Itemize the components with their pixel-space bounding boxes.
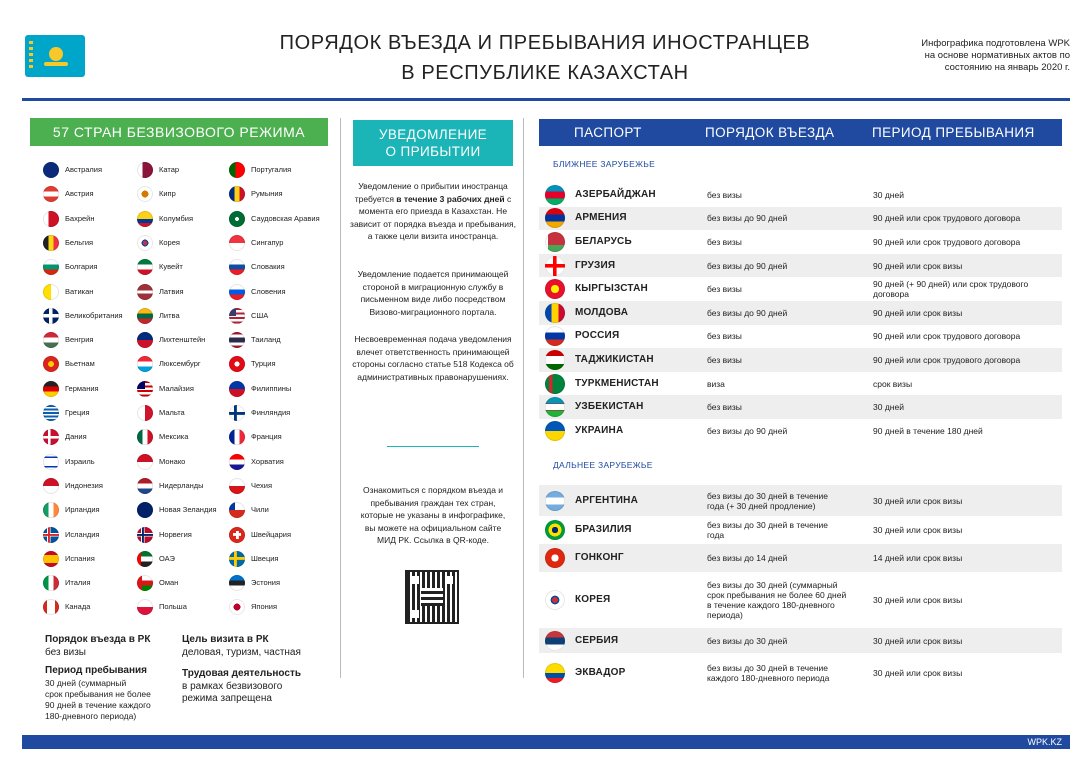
stay-period: 30 дней или срок визы [873, 595, 963, 605]
flag-icon [137, 308, 153, 324]
country-name: БРАЗИЛИЯ [575, 524, 632, 535]
country-item [229, 598, 277, 616]
stay-period: 90 дней или срок визы [873, 307, 963, 318]
qr-code[interactable] [407, 572, 457, 622]
country-item [137, 380, 194, 398]
country-name: Саудовская Аравия [251, 213, 320, 223]
flag-icon [229, 502, 245, 518]
country-item [43, 258, 97, 276]
stay-value [45, 678, 151, 722]
flag-icon [545, 185, 565, 205]
country-name: Испания [65, 553, 95, 563]
entry-rule: без визы [707, 402, 742, 413]
flag-icon [43, 211, 59, 227]
flag-icon [137, 502, 153, 518]
flag-icon [43, 308, 59, 324]
country-item [137, 234, 180, 252]
table-row [539, 653, 1062, 693]
flag-icon [137, 551, 153, 567]
country-name: Словакия [251, 262, 285, 272]
flag-icon [545, 256, 565, 276]
country-name: Нидерланды [159, 480, 204, 490]
flag-icon [43, 575, 59, 591]
country-name: США [251, 310, 269, 320]
country-name: Лихтенштейн [159, 335, 206, 345]
entry-label: Порядок въезда в РК [45, 634, 151, 645]
flag-icon [545, 548, 565, 568]
header-divider [22, 98, 1070, 101]
table-header [539, 119, 1062, 146]
flag-icon [43, 235, 59, 251]
country-name: Мальта [159, 408, 185, 417]
country-item [229, 453, 284, 471]
flag-icon [229, 527, 245, 543]
entry-rule: виза [707, 378, 725, 389]
table-row [539, 348, 1062, 372]
country-item [229, 404, 290, 422]
entry-rule: без визы до 30 дней (суммарный срок пребывания не более 60 дней в течение каждого 180-дневного периода) [707, 580, 847, 620]
flag-icon [229, 478, 245, 494]
country-name: Кипр [159, 189, 176, 199]
country-item [229, 574, 280, 592]
country-name: ЭКВАДОР [575, 667, 626, 678]
credit-line: на основе нормативных актов по [924, 50, 1070, 61]
country-item [43, 283, 93, 301]
flag-icon [43, 332, 59, 348]
country-name: Бахрейн [65, 213, 95, 223]
flag-icon [545, 491, 565, 511]
country-item [43, 355, 95, 373]
stay-value-line: 30 дней (суммарный [45, 678, 127, 688]
flag-icon [545, 421, 565, 441]
notice-paragraph-2: Уведомление подается принимающей стороной в миграционную службу в письменном виде либо посредством Визово-миграционного портала. [357, 269, 509, 317]
flag-icon [43, 284, 59, 300]
table-row [539, 516, 1062, 544]
flag-icon [229, 162, 245, 178]
country-name: ГРУЗИЯ [575, 259, 616, 271]
country-item [137, 258, 183, 276]
flag-icon [545, 663, 565, 683]
country-name: Хорватия [251, 456, 284, 466]
col-stay: ПЕРИОД ПРЕБЫВАНИЯ [872, 125, 1035, 140]
country-name: Колумбия [159, 213, 194, 223]
title-line-2: В РЕСПУБЛИКЕ КАЗАХСТАН [401, 62, 689, 84]
country-name: УКРАИНА [575, 424, 624, 436]
table-row [539, 254, 1062, 278]
country-item [137, 161, 179, 179]
flag-icon [43, 502, 59, 518]
country-name: АЗЕРБАЙДЖАН [575, 188, 656, 200]
entry-rule: без визы до 30 дней [707, 635, 788, 646]
notice-paragraph-1: Уведомление о прибытии иностранца требуется в течение 3 рабочих дней с момента его приезда в Казахстан. Не зависит от порядка въезда и пребывания, а также цели визита иностранца. [350, 181, 516, 241]
country-name: Словения [251, 286, 286, 296]
country-name: Венгрия [65, 335, 94, 345]
country-item [137, 355, 201, 373]
country-name: МОЛДОВА [575, 306, 629, 318]
entry-rule: без визы до 90 дней [707, 260, 788, 271]
flag-icon [137, 381, 153, 397]
work-value-line: в рамках безвизового [182, 681, 283, 692]
country-item [137, 185, 176, 203]
country-name: Бельгия [65, 237, 94, 247]
entry-rule: без визы [707, 354, 742, 365]
stay-period: 90 дней в течение 180 дней [873, 425, 983, 436]
country-item [229, 185, 283, 203]
country-name: Индонезия [65, 480, 103, 490]
country-item [229, 161, 291, 179]
country-item [137, 283, 184, 301]
country-name: Австралия [65, 165, 103, 174]
table-row [539, 544, 1062, 572]
country-name: СЕРБИЯ [575, 634, 619, 646]
country-name: Греция [65, 408, 90, 417]
title-line-1: ПОРЯДОК ВЪЕЗДА И ПРЕБЫВАНИЯ ИНОСТРАНЦЕВ [279, 32, 811, 54]
flag-icon [43, 478, 59, 494]
stay-period: 30 дней [873, 189, 904, 200]
country-item [229, 526, 291, 544]
country-item [43, 404, 90, 422]
purpose-label: Цель визита в РК [182, 634, 269, 645]
country-name: КОРЕЯ [575, 594, 611, 605]
flag-icon [43, 259, 59, 275]
country-item [43, 234, 93, 252]
flag-icon [137, 405, 153, 421]
flag-icon [137, 478, 153, 494]
country-item [229, 307, 268, 325]
far-abroad-label: ДАЛЬНЕЕ ЗАРУБЕЖЬЕ [553, 460, 653, 470]
entry-rule: без визы до 90 дней [707, 213, 788, 224]
footer-site-link[interactable]: WPK.KZ [1027, 737, 1062, 747]
country-item [43, 380, 99, 398]
country-name: Финляндия [251, 408, 291, 417]
country-item [229, 210, 320, 228]
table-row [539, 207, 1062, 231]
country-name: Кувейт [159, 262, 183, 272]
notice-heading-line: О ПРИБЫТИИ [385, 144, 481, 159]
country-name: КЫРГЫЗСТАН [575, 283, 648, 295]
stay-value-line: 90 дней в течение каждого [45, 700, 151, 710]
country-name: Вьетнам [65, 359, 95, 369]
country-name: Малайзия [159, 383, 194, 393]
credit-note [890, 38, 1070, 74]
country-item [43, 477, 103, 495]
country-name: Ватикан [65, 286, 94, 296]
col-passport: ПАСПОРТ [574, 125, 642, 140]
country-item [229, 283, 286, 301]
country-name: Турция [251, 359, 276, 369]
flag-icon [43, 186, 59, 202]
country-name: Норвегия [159, 529, 192, 539]
country-item [137, 598, 187, 616]
flag-icon [545, 279, 565, 299]
entry-rule: без визы до 30 дней в течение года [707, 520, 829, 540]
table-row [539, 628, 1062, 653]
flag-icon [545, 232, 565, 252]
country-item [43, 453, 95, 471]
flag-icon [545, 326, 565, 346]
country-name: ТУРКМЕНИСТАН [575, 377, 659, 389]
table-row [539, 325, 1062, 349]
country-name: Ирландия [65, 505, 100, 515]
notice-heading [353, 120, 513, 166]
notice-paragraph-4: Ознакомиться с порядком въезда и пребывания граждан тех стран, которые не указаны в инфографике, вы можете на официальном сайте МИД РК. Ссылка в QR-коде. [360, 485, 506, 545]
col-entry: ПОРЯДОК ВЪЕЗДА [705, 125, 835, 140]
country-item [43, 501, 100, 519]
table-row [539, 301, 1062, 325]
flag-icon [229, 551, 245, 567]
flag-icon [137, 211, 153, 227]
country-name: Новая Зеландия [159, 505, 217, 515]
entry-rule: без визы [707, 236, 742, 247]
table-row [539, 395, 1062, 419]
purpose-value: деловая, туризм, частная [182, 647, 301, 658]
table-row [539, 230, 1062, 254]
stay-value-line: 180-дневного периода) [45, 711, 137, 721]
country-name: Катар [159, 165, 180, 174]
credit-line: состоянию на январь 2020 г. [944, 62, 1070, 73]
country-name: Эстония [251, 578, 281, 588]
country-name: Монако [159, 456, 186, 466]
country-item [229, 331, 281, 349]
flag-icon [137, 162, 153, 178]
notice-divider [387, 446, 479, 447]
entry-value: без визы [45, 647, 86, 658]
country-name: Таиланд [251, 335, 281, 345]
country-item [43, 550, 95, 568]
country-item [43, 161, 102, 179]
country-item [229, 428, 282, 446]
stay-period: 90 дней или срок трудового договора [873, 354, 1021, 365]
country-name: Япония [251, 602, 278, 612]
flag-icon [137, 527, 153, 543]
flag-icon [137, 575, 153, 591]
country-item [137, 210, 193, 228]
country-name: Болгария [65, 262, 98, 272]
flag-icon [137, 454, 153, 470]
stay-period: 90 дней или срок визы [873, 260, 963, 271]
flag-icon [43, 551, 59, 567]
country-name: ОАЭ [159, 553, 175, 563]
flag-icon [229, 259, 245, 275]
table-row [539, 372, 1062, 396]
stay-period: 90 дней (+ 90 дней) или срок трудового договора [873, 279, 1029, 300]
country-item [137, 453, 185, 471]
country-item [229, 477, 272, 495]
country-item [43, 526, 99, 544]
entry-rule: без визы до 90 дней [707, 425, 788, 436]
country-name: Литва [159, 310, 180, 320]
country-item [137, 526, 192, 544]
stay-period: 30 дней или срок визы [873, 525, 963, 535]
near-abroad-label: БЛИЖНЕЕ ЗАРУБЕЖЬЕ [553, 159, 656, 169]
flag-icon [43, 527, 59, 543]
country-item [229, 550, 279, 568]
flag-icon [545, 397, 565, 417]
flag-icon [137, 429, 153, 445]
country-name: АРМЕНИЯ [575, 212, 627, 224]
flag-icon [229, 356, 245, 372]
country-item [43, 598, 90, 616]
country-item [43, 185, 94, 203]
country-item [137, 307, 180, 325]
notice-heading-line: УВЕДОМЛЕНИЕ [378, 127, 488, 142]
flag-icon [545, 374, 565, 394]
column-divider [340, 118, 341, 678]
column-divider [523, 118, 524, 678]
flag-icon [545, 631, 565, 651]
table-row [539, 183, 1062, 207]
flag-icon [43, 405, 59, 421]
table-row [539, 419, 1062, 443]
kazakhstan-flag-logo [25, 35, 85, 77]
country-name: Германия [65, 383, 99, 393]
work-value [182, 681, 282, 705]
country-name: Корея [159, 237, 180, 247]
entry-rule: без визы до 30 дней в течение года (+ 30 дней продление) [707, 490, 829, 511]
country-name: Латвия [159, 286, 184, 296]
flag-icon [229, 429, 245, 445]
country-name: Чили [251, 505, 269, 515]
flag-icon [137, 186, 153, 202]
country-item [229, 380, 291, 398]
table-row [539, 572, 1062, 628]
entry-rule: без визы [707, 331, 742, 342]
country-name: Польша [159, 602, 187, 612]
country-name: Сингапур [251, 237, 284, 247]
flag-icon [545, 303, 565, 323]
stay-period: срок визы [873, 378, 913, 389]
country-name: ГОНКОНГ [575, 552, 624, 563]
stay-period: 90 дней или срок трудового договора [873, 213, 1021, 224]
country-name: Австрия [65, 189, 94, 199]
entry-rule: без визы [707, 189, 742, 200]
table-row [539, 277, 1062, 301]
country-item [43, 331, 93, 349]
stay-value-line: срок пребывания не более [45, 689, 151, 699]
visa-free-heading: 57 СТРАН БЕЗВИЗОВОГО РЕЖИМА [30, 118, 328, 146]
country-item [137, 501, 217, 519]
entry-rule: без визы до 90 дней [707, 307, 788, 318]
flag-icon [229, 599, 245, 615]
flag-icon [229, 454, 245, 470]
country-item [229, 501, 269, 519]
entry-rule: без визы [707, 284, 742, 295]
country-name: Канада [65, 602, 91, 612]
country-name: Исландия [65, 529, 100, 539]
flag-icon [137, 284, 153, 300]
country-name: Мексика [159, 432, 189, 442]
page-title [200, 28, 890, 88]
country-item [137, 428, 188, 446]
flag-icon [137, 599, 153, 615]
work-value-line: режима запрещена [182, 693, 272, 704]
entry-rule: без визы до 14 дней [707, 553, 788, 563]
flag-icon [545, 350, 565, 370]
stay-label: Период пребывания [45, 665, 148, 676]
country-name: Франция [251, 432, 282, 442]
country-name: Швеция [251, 553, 279, 563]
flag-icon [43, 356, 59, 372]
entry-rule: без визы до 30 дней в течение каждого 180-дневного периода [707, 663, 830, 683]
country-name: Израиль [65, 456, 95, 466]
stay-period: 30 дней [873, 402, 904, 413]
country-item [229, 355, 276, 373]
flag-icon [229, 575, 245, 591]
country-name: Чехия [251, 480, 273, 490]
flag-icon [137, 332, 153, 348]
flag-icon [43, 429, 59, 445]
country-name: Португалия [251, 165, 292, 174]
stay-period: 30 дней или срок визы [873, 495, 963, 506]
work-label: Трудовая деятельность [182, 668, 301, 679]
table-row [539, 485, 1062, 516]
country-item [43, 428, 87, 446]
flag-icon [229, 211, 245, 227]
country-item [43, 307, 123, 325]
flag-icon [229, 235, 245, 251]
country-item [229, 234, 283, 252]
footer-bar [22, 735, 1070, 749]
country-item [229, 258, 285, 276]
flag-icon [43, 599, 59, 615]
flag-icon [137, 235, 153, 251]
country-name: Оман [159, 578, 179, 588]
country-item [43, 210, 95, 228]
credit-line: Инфографика подготовлена WPK [921, 38, 1070, 49]
country-name: Румыния [251, 189, 283, 199]
flag-icon [229, 186, 245, 202]
stay-period: 30 дней или срок визы [873, 635, 963, 646]
flag-icon [229, 284, 245, 300]
flag-icon [137, 356, 153, 372]
flag-icon [229, 308, 245, 324]
country-name: Дания [65, 432, 87, 442]
country-item [137, 331, 205, 349]
flag-icon [545, 520, 565, 540]
country-item [137, 550, 175, 568]
flag-icon [545, 590, 565, 610]
flag-icon [545, 208, 565, 228]
country-name: БЕЛАРУСЬ [575, 235, 632, 247]
country-name: Великобритания [65, 310, 123, 320]
notice-paragraph-3: Несвоевременная подача уведомления влечет ответственность принимающей стороны согласно статье 518 Кодекса об административных правонарушениях. [352, 334, 514, 382]
country-name: РОССИЯ [575, 330, 620, 342]
flag-icon [43, 454, 59, 470]
country-item [137, 574, 178, 592]
country-item [137, 404, 185, 422]
country-item [137, 477, 204, 495]
country-name: Италия [65, 578, 91, 588]
flag-icon [229, 381, 245, 397]
country-name: Швейцария [251, 529, 292, 539]
country-name: АРГЕНТИНА [575, 494, 638, 506]
country-name: ТАДЖИКИСТАН [575, 353, 654, 365]
flag-icon [43, 162, 59, 178]
country-name: Люксембург [159, 359, 201, 369]
flag-icon [43, 381, 59, 397]
stay-period: 30 дней или срок визы [873, 668, 963, 678]
stay-period: 90 дней или срок трудового договора [873, 236, 1021, 247]
country-name: Филиппины [251, 383, 292, 393]
flag-icon [137, 259, 153, 275]
flag-icon [229, 405, 245, 421]
stay-period: 90 дней или срок трудового договора [873, 331, 1021, 342]
stay-period: 14 дней или срок визы [873, 553, 963, 563]
country-item [43, 574, 91, 592]
country-name: УЗБЕКИСТАН [575, 401, 644, 413]
flag-icon [229, 332, 245, 348]
